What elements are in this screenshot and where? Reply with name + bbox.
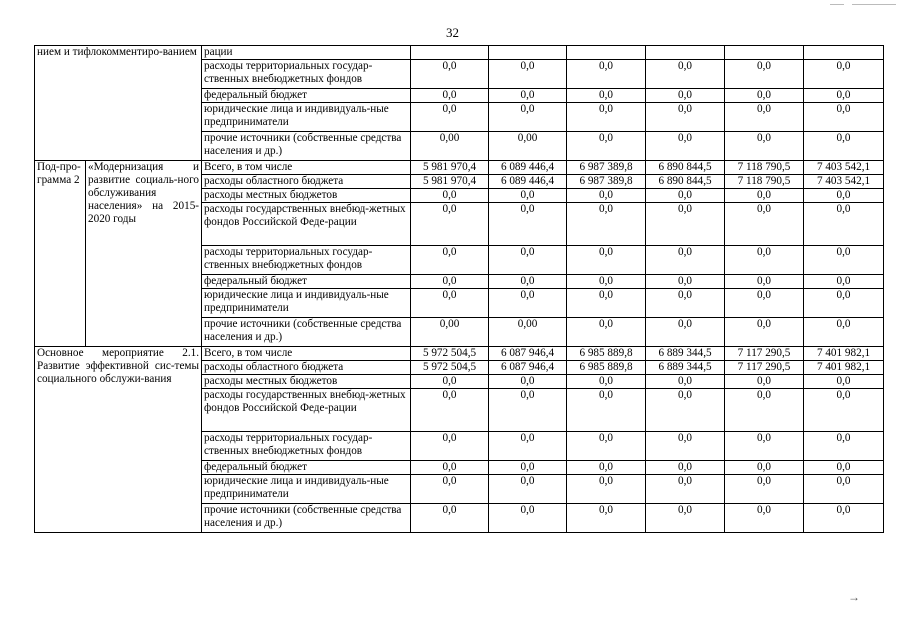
value-cell: 0,0 xyxy=(567,289,646,318)
source-cell: юридические лица и индивидуаль-ные предприниматели xyxy=(202,289,411,318)
value-cell: 0,0 xyxy=(725,189,804,203)
source-cell: прочие источники (собственные средства населения и др.) xyxy=(202,132,411,161)
value-cell: 0,0 xyxy=(646,375,725,389)
value-cell: 0,0 xyxy=(489,389,567,432)
value-cell: 0,0 xyxy=(489,89,567,103)
value-cell: 0,0 xyxy=(725,289,804,318)
budget-table-body xyxy=(35,46,884,533)
value-cell: 0,0 xyxy=(646,203,725,246)
value-cell: 0,0 xyxy=(725,504,804,533)
value-cell: 6 890 844,5 xyxy=(646,161,725,175)
value-cell: 0,0 xyxy=(411,246,489,275)
value-cell: 0,0 xyxy=(567,475,646,504)
value-cell: 0,0 xyxy=(567,461,646,475)
value-cell: 7 401 982,1 xyxy=(804,347,884,361)
value-cell: 0,0 xyxy=(804,246,884,275)
source-cell: расходы местных бюджетов xyxy=(202,375,411,389)
source-cell: расходы областного бюджета xyxy=(202,175,411,189)
value-cell: 0,0 xyxy=(804,60,884,89)
value-cell: 7 117 290,5 xyxy=(725,347,804,361)
value-cell: 0,0 xyxy=(646,89,725,103)
value-cell: 0,0 xyxy=(567,375,646,389)
source-cell: прочие источники (собственные средства населения и др.) xyxy=(202,318,411,347)
value-cell xyxy=(489,46,567,60)
source-cell: расходы государственных внебюд-жетных фондов Российской Феде-рации xyxy=(202,389,411,432)
value-cell: 0,0 xyxy=(411,60,489,89)
value-cell: 0,0 xyxy=(411,289,489,318)
value-cell: 6 889 344,5 xyxy=(646,347,725,361)
value-cell: 0,0 xyxy=(411,103,489,132)
value-cell: 0,0 xyxy=(646,132,725,161)
source-cell: расходы территориальных государ-ственных внебюджетных фондов xyxy=(202,432,411,461)
source-cell: рации xyxy=(202,46,411,60)
source-cell: юридические лица и индивидуаль-ные предприниматели xyxy=(202,103,411,132)
value-cell: 0,0 xyxy=(411,89,489,103)
value-cell: 0,0 xyxy=(804,475,884,504)
value-cell: 0,0 xyxy=(725,60,804,89)
value-cell xyxy=(567,46,646,60)
value-cell: 6 987 389,8 xyxy=(567,175,646,189)
source-cell: расходы территориальных государ-ственных внебюджетных фондов xyxy=(202,246,411,275)
value-cell: 7 118 790,5 xyxy=(725,175,804,189)
value-cell: 0,0 xyxy=(646,504,725,533)
table-row xyxy=(35,46,884,60)
value-cell: 0,0 xyxy=(646,475,725,504)
value-cell: 0,0 xyxy=(489,289,567,318)
value-cell: 0,0 xyxy=(725,318,804,347)
value-cell xyxy=(804,46,884,60)
source-cell: Всего, в том числе xyxy=(202,161,411,175)
value-cell: 0,00 xyxy=(489,318,567,347)
value-cell: 0,0 xyxy=(489,504,567,533)
source-cell: федеральный бюджет xyxy=(202,89,411,103)
value-cell: 0,0 xyxy=(646,60,725,89)
value-cell: 6 087 946,4 xyxy=(489,347,567,361)
value-cell: 0,0 xyxy=(725,389,804,432)
source-cell: федеральный бюджет xyxy=(202,461,411,475)
value-cell: 0,0 xyxy=(489,375,567,389)
value-cell: 0,0 xyxy=(411,375,489,389)
value-cell: 0,0 xyxy=(567,432,646,461)
value-cell: 0,0 xyxy=(411,189,489,203)
budget-table xyxy=(34,45,884,533)
value-cell xyxy=(725,46,804,60)
value-cell: 0,0 xyxy=(725,461,804,475)
value-cell: 0,0 xyxy=(567,89,646,103)
carry-over-name: нием и тифлокомментиро-ванием xyxy=(35,46,202,161)
value-cell: 6 889 344,5 xyxy=(646,361,725,375)
source-cell: расходы местных бюджетов xyxy=(202,189,411,203)
value-cell: 0,0 xyxy=(725,432,804,461)
value-cell: 0,0 xyxy=(489,275,567,289)
value-cell: 0,0 xyxy=(725,475,804,504)
value-cell: 0,0 xyxy=(646,461,725,475)
value-cell: 6 890 844,5 xyxy=(646,175,725,189)
value-cell: 0,0 xyxy=(489,461,567,475)
value-cell: 6 087 946,4 xyxy=(489,361,567,375)
value-cell: 0,0 xyxy=(725,89,804,103)
value-cell: 0,0 xyxy=(804,89,884,103)
source-cell: расходы территориальных государ-ственных внебюджетных фондов xyxy=(202,60,411,89)
value-cell xyxy=(411,46,489,60)
value-cell: 7 118 790,5 xyxy=(725,161,804,175)
value-cell: 0,0 xyxy=(804,289,884,318)
value-cell: 0,0 xyxy=(489,103,567,132)
top-edge-dash xyxy=(852,4,896,5)
value-cell: 0,0 xyxy=(804,203,884,246)
value-cell: 0,0 xyxy=(725,132,804,161)
source-cell: Всего, в том числе xyxy=(202,347,411,361)
value-cell: 0,0 xyxy=(804,389,884,432)
value-cell: 0,0 xyxy=(567,203,646,246)
value-cell: 0,0 xyxy=(646,289,725,318)
source-cell: расходы областного бюджета xyxy=(202,361,411,375)
value-cell: 0,0 xyxy=(725,275,804,289)
value-cell: 0,0 xyxy=(725,103,804,132)
value-cell: 0,0 xyxy=(411,203,489,246)
value-cell: 0,0 xyxy=(804,461,884,475)
value-cell: 0,0 xyxy=(804,103,884,132)
subprogram-name: «Модернизация и развитие социаль-ного обслуживания населения» на 2015-2020 годы xyxy=(86,161,202,347)
value-cell: 0,0 xyxy=(804,132,884,161)
value-cell: 0,0 xyxy=(489,203,567,246)
value-cell: 7 117 290,5 xyxy=(725,361,804,375)
value-cell: 6 089 446,4 xyxy=(489,161,567,175)
measure-name: Основное мероприятие 2.1. Развитие эффективной сис-темы социального обслужи-вания xyxy=(35,347,202,533)
value-cell: 6 985 889,8 xyxy=(567,347,646,361)
value-cell: 0,0 xyxy=(567,318,646,347)
value-cell: 7 403 542,1 xyxy=(804,175,884,189)
value-cell: 0,0 xyxy=(646,275,725,289)
source-cell: юридические лица и индивидуаль-ные предприниматели xyxy=(202,475,411,504)
top-edge-dash xyxy=(830,4,844,5)
value-cell: 0,0 xyxy=(567,103,646,132)
value-cell: 0,0 xyxy=(567,389,646,432)
value-cell: 5 972 504,5 xyxy=(411,347,489,361)
value-cell: 0,0 xyxy=(646,389,725,432)
value-cell: 0,0 xyxy=(646,103,725,132)
value-cell: 0,0 xyxy=(567,60,646,89)
value-cell: 5 972 504,5 xyxy=(411,361,489,375)
value-cell: 0,0 xyxy=(411,475,489,504)
value-cell: 0,0 xyxy=(489,475,567,504)
value-cell: 0,0 xyxy=(725,375,804,389)
value-cell: 0,0 xyxy=(567,275,646,289)
value-cell: 0,0 xyxy=(411,432,489,461)
value-cell: 0,00 xyxy=(411,132,489,161)
value-cell: 0,0 xyxy=(489,246,567,275)
value-cell: 0,0 xyxy=(725,203,804,246)
source-cell: федеральный бюджет xyxy=(202,275,411,289)
value-cell: 0,0 xyxy=(411,275,489,289)
table-row xyxy=(35,347,884,361)
value-cell: 0,0 xyxy=(804,275,884,289)
value-cell: 0,0 xyxy=(804,504,884,533)
value-cell: 0,0 xyxy=(804,375,884,389)
value-cell: 0,0 xyxy=(804,189,884,203)
value-cell: 0,0 xyxy=(489,189,567,203)
value-cell: 0,0 xyxy=(646,246,725,275)
value-cell: 0,00 xyxy=(489,132,567,161)
table-row xyxy=(35,161,884,175)
value-cell: 0,0 xyxy=(567,246,646,275)
value-cell: 0,0 xyxy=(725,246,804,275)
value-cell: 6 987 389,8 xyxy=(567,161,646,175)
source-cell: расходы государственных внебюд-жетных фондов Российской Феде-рации xyxy=(202,203,411,246)
value-cell: 0,0 xyxy=(567,132,646,161)
subprogram-label: Под-про-грамма 2 xyxy=(35,161,86,347)
value-cell: 0,0 xyxy=(567,504,646,533)
value-cell: 0,0 xyxy=(489,432,567,461)
value-cell: 0,00 xyxy=(411,318,489,347)
value-cell: 6 089 446,4 xyxy=(489,175,567,189)
value-cell: 7 401 982,1 xyxy=(804,361,884,375)
value-cell: 0,0 xyxy=(804,318,884,347)
value-cell: 0,0 xyxy=(646,189,725,203)
value-cell: 0,0 xyxy=(411,504,489,533)
value-cell: 0,0 xyxy=(567,189,646,203)
value-cell: 0,0 xyxy=(411,461,489,475)
value-cell: 0,0 xyxy=(646,318,725,347)
value-cell: 0,0 xyxy=(646,432,725,461)
value-cell: 0,0 xyxy=(411,389,489,432)
value-cell: 0,0 xyxy=(489,60,567,89)
value-cell: 5 981 970,4 xyxy=(411,175,489,189)
value-cell: 7 403 542,1 xyxy=(804,161,884,175)
value-cell: 0,0 xyxy=(804,432,884,461)
value-cell xyxy=(646,46,725,60)
page-number: 32 xyxy=(446,25,459,40)
value-cell: 6 985 889,8 xyxy=(567,361,646,375)
bottom-mark: → xyxy=(848,590,860,604)
source-cell: прочие источники (собственные средства населения и др.) xyxy=(202,504,411,533)
value-cell: 5 981 970,4 xyxy=(411,161,489,175)
